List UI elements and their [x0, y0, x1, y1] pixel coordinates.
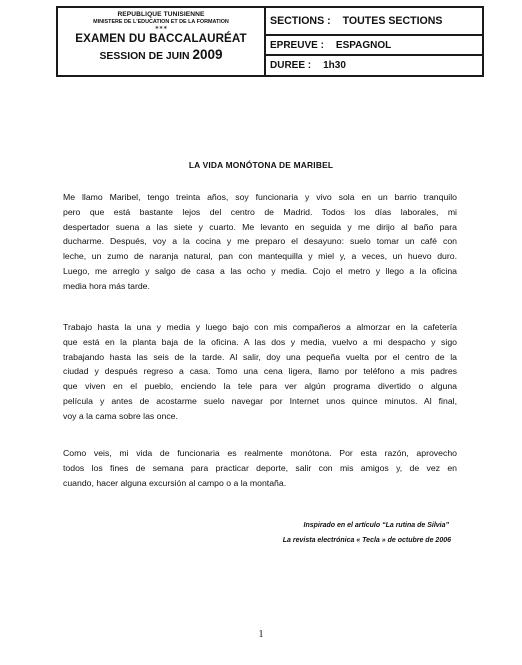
text-line: que está en la planta baja de la oficina. A las dos y media, vuelvo a mi despacho y sigo: [63, 336, 457, 347]
text-line: Como veis, mi vida de funcionaria es realmente monótona. Por esta razón, aprovecho: [63, 448, 457, 458]
epreuve-value: ESPAGNOL: [335, 39, 392, 51]
session-year: 2009: [192, 46, 223, 62]
source-citation-line-2: La revista electrónica « Tecla » de octubre de 2006: [282, 537, 451, 544]
session-line: [99, 47, 222, 64]
duree-label: DUREE :: [270, 60, 312, 72]
text-line: todos los fines de semana para practicar deporte, salir con mis amigos y, de vez en: [63, 462, 457, 473]
text-line: ducharme. Después, voy a la cocina y me preparo el desayuno: suelo tomar un café con: [63, 236, 457, 247]
text-line: pero que está bastante lejos del centro de Madrid. Todos los días laborales, mi: [63, 206, 457, 217]
sections-value: TOUTES SECTIONS: [342, 14, 443, 27]
stars-ornament: ∗∗∗: [154, 24, 168, 31]
epreuve-label: EPREUVE :: [270, 39, 324, 51]
text-line: despertador suena a las siete y cuarto. Me levanto en seguida y me dirijo al baño para: [63, 221, 457, 232]
text-line: que viven en el pueblo, enciendo la tele para ver algún programa divertido o alguna: [63, 381, 457, 392]
text-line: película y antes de acostarme suelo navegar por Internet unos quince minutos. Al final,: [63, 395, 457, 406]
text-line: leche, un zumo de naranja natural, pan con mantequilla y miel y, a veces, un huevo duro.: [63, 251, 457, 262]
text-line: voy a la cama sobre las once.: [63, 410, 178, 421]
paragraph-3: [63, 446, 457, 490]
text-title: LA VIDA MONÓTONA DE MARIBEL: [188, 160, 334, 170]
source-citation-line-1: Inspirado en el artículo “La rutina de Silvia”: [303, 522, 449, 529]
sections-label: SECTIONS :: [270, 14, 331, 27]
exam-header-right: [266, 8, 482, 75]
text-line: ciudad y después regreso a casa. Tomo una cena ligera, llamo por teléfono a mis padres: [63, 366, 457, 377]
text-line: media hora más tarde.: [63, 280, 150, 291]
duree-value: 1h30: [323, 60, 346, 72]
text-line: Trabajo hasta la una y media y luego bajo con mis compañeros a almorzar en la cafetería: [63, 322, 457, 332]
text-line: Luego, me arreglo y salgo de casa a las ocho y media. Cojo el metro y llego a la oficina: [63, 265, 457, 276]
exam-header-left: [58, 8, 266, 75]
text-line: cuando, hacer alguna excursión al campo o a la montaña.: [63, 477, 287, 488]
exam-header-box: [56, 6, 484, 77]
text-line: Me llamo Maribel, tengo treinta años, soy funcionaria y vivo sola en un barrio tranquilo: [63, 192, 457, 202]
sections-cell: [266, 8, 482, 34]
ministry-name: MINISTERE DE L'EDUCATION ET DE LA FORMATION: [93, 18, 229, 25]
text-line: trabajando hasta las seis de la tarde. Al salir, doy una pequeña vuelta por el centro de la: [63, 351, 457, 362]
paragraph-1: [63, 190, 457, 294]
session-label: SESSION DE JUIN: [99, 50, 190, 62]
exam-title: EXAMEN DU BACCALAURÉAT: [75, 31, 247, 45]
page-number: 1: [258, 629, 264, 640]
epreuve-cell: [266, 34, 482, 55]
duree-cell: [266, 54, 482, 75]
paragraph-2: [63, 320, 457, 424]
republic-name: REPUBLIQUE TUNISIENNE: [117, 11, 205, 18]
